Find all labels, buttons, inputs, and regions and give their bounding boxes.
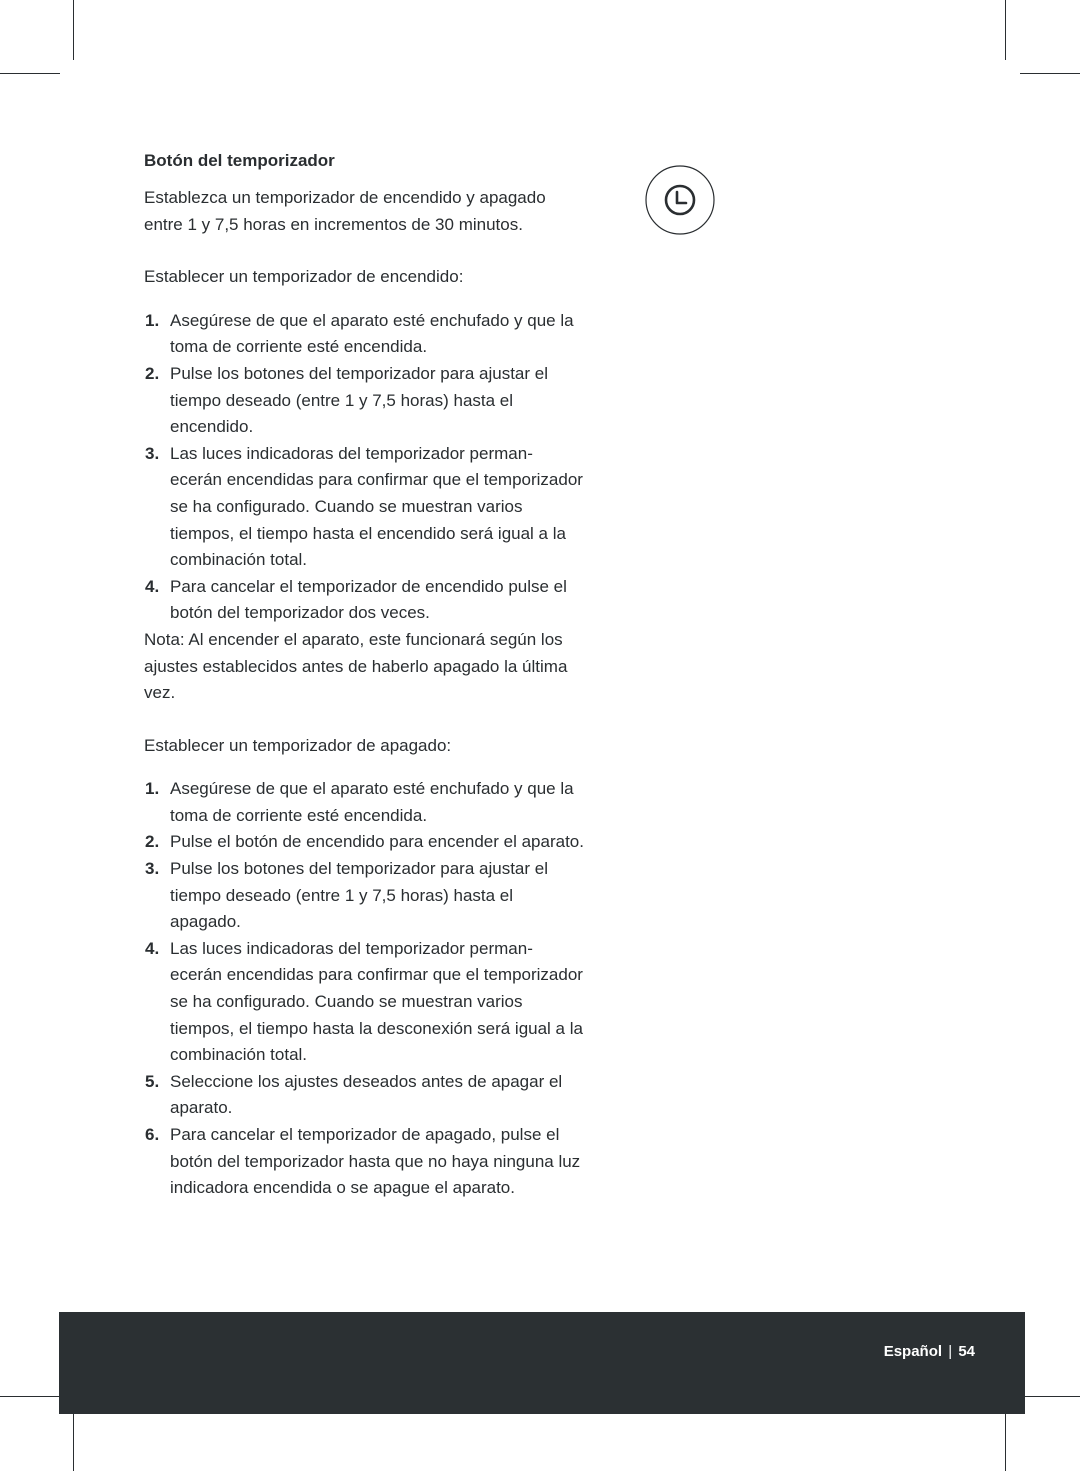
step-number: 5. — [145, 1071, 160, 1091]
list-item — [144, 829, 584, 856]
off-timer-heading: Establecer un temporizador de apagado: — [144, 735, 452, 755]
page-number: 54 — [958, 1343, 975, 1360]
crop-mark — [1020, 1396, 1080, 1397]
clock-icon — [645, 165, 715, 235]
note-text: Nota: Al encender el aparato, este funcionará según los ajustes establecidos antes de haberlo apagado la última vez. — [144, 629, 568, 703]
step-text: Asegúrese de que el aparato esté enchufado y que la toma de corriente esté encendida. — [170, 779, 574, 825]
step-text: Asegúrese de que el aparato esté enchufado y que la toma de corriente esté encendida. — [170, 310, 574, 357]
step-text: Las luces indicadoras del temporizador perman-ecerán encendidas para confirmar que el temporizador se ha configurado. Cuando se muestran varios tiempos, el tiempo hasta el encendido será igual a la combinación total. — [170, 443, 583, 570]
step-number: 4. — [145, 576, 160, 596]
page-label — [884, 1342, 975, 1362]
on-timer-steps — [144, 308, 584, 627]
list-item — [144, 936, 584, 1069]
section-title: Botón del temporizador — [144, 151, 335, 170]
crop-mark — [73, 1411, 74, 1471]
separator: | — [948, 1343, 953, 1360]
crop-mark — [1020, 73, 1080, 74]
step-number: 4. — [145, 938, 160, 958]
on-timer-heading: Establecer un temporizador de encendido: — [144, 267, 464, 287]
crop-mark — [1005, 0, 1006, 60]
step-number: 3. — [145, 443, 160, 463]
off-timer-steps — [144, 776, 584, 1202]
list-item — [144, 856, 584, 936]
main-content — [144, 150, 584, 1202]
list-item — [144, 1069, 584, 1122]
list-item — [144, 776, 584, 829]
language-label: Español — [883, 1343, 943, 1360]
crop-mark — [1005, 1411, 1006, 1471]
crop-mark — [73, 0, 74, 60]
step-number: 6. — [145, 1125, 160, 1144]
list-item — [144, 441, 584, 574]
step-text: Para cancelar el temporizador de encendido pulse el botón del temporizador dos veces. — [170, 576, 567, 623]
list-item — [144, 361, 584, 441]
step-text: Pulse el botón de encendido para encender el aparato. — [170, 832, 584, 852]
step-text: Para cancelar el temporizador de apagado, pulse el botón del temporizador hasta que no haya ninguna luz indicadora encendida o se apague el aparato. — [170, 1125, 581, 1198]
list-item — [144, 308, 584, 361]
list-item — [144, 574, 584, 627]
step-number: 3. — [145, 859, 160, 879]
step-text: Las luces indicadoras del temporizador perman-ecerán encendidas para confirmar que el temporizador se ha configurado. Cuando se muestran varios tiempos, el tiempo hasta la desconexión será igual a la combinación total. — [170, 938, 583, 1065]
crop-mark — [0, 73, 60, 74]
step-text: Pulse los botones del temporizador para ajustar el tiempo deseado (entre 1 y 7,5 horas) hasta el apagado. — [170, 859, 548, 932]
step-number: 1. — [145, 310, 160, 330]
intro-text: Establezca un temporizador de encendido y apagado entre 1 y 7,5 horas en incrementos de 30 minutos. — [144, 188, 546, 234]
step-text: Seleccione los ajustes deseados antes de apagar el aparato. — [170, 1071, 563, 1118]
step-number: 2. — [145, 363, 160, 383]
footer-bar — [59, 1312, 1025, 1414]
crop-mark — [0, 1396, 60, 1397]
step-number: 2. — [145, 832, 160, 852]
list-item — [144, 1122, 584, 1202]
step-number: 1. — [145, 779, 160, 799]
step-text: Pulse los botones del temporizador para ajustar el tiempo deseado (entre 1 y 7,5 horas) hasta el encendido. — [170, 363, 548, 437]
